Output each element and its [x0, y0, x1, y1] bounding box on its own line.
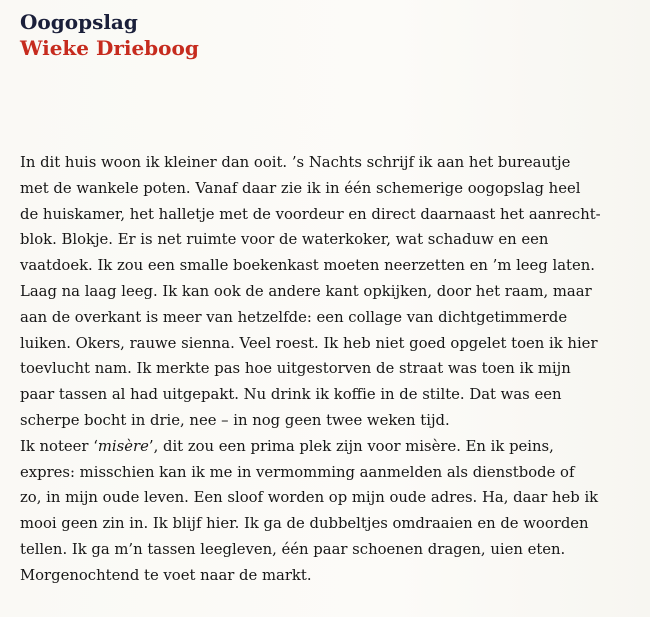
text-line: luiken. Okers, rauwe sienna. Veel roest. Ik heb niet goed opgelet toen ik hier [20, 334, 598, 352]
text-line: scherpe bocht in drie, nee – in nog geen twee weken tijd. [20, 411, 450, 429]
text-line: mooi geen zin in. Ik blijf hier. Ik ga de dubbeltjes omdraaien en de woorden [20, 515, 589, 533]
text-segment: Ik noteer ‘ [20, 437, 98, 455]
text-line: Morgenochtend te voet naar de markt. [20, 566, 312, 584]
text-line: paar tassen al had uitgepakt. Nu drink ik koffie in de stilte. Dat was een [20, 386, 562, 404]
text-line: met de wankele poten. Vanaf daar zie ik in één schemerige oogopslag heel [20, 179, 581, 197]
text-line-misere [20, 434, 632, 460]
text-line: expres: misschien kan ik me in vermomming aanmelden als dienstbode of [20, 463, 575, 481]
text-line: de huiskamer, het halletje met de voordeur en direct daarnaast het aanrecht- [20, 205, 601, 223]
text-line: In dit huis woon ik kleiner dan ooit. ’s Nachts schrijf ik aan het bureautje [20, 154, 571, 171]
text-line: Laag na laag leeg. Ik kan ook de andere kant opkijken, door het raam, maar [20, 282, 592, 300]
text-line: zo, in mijn oude leven. Een sloof worden op mijn oude adres. Ha, daar heb ik [20, 489, 599, 507]
text-line: aan de overkant is meer van hetzelfde: een collage van dichtgetimmerde [20, 308, 568, 326]
poem-title: Oogopslag [20, 10, 138, 34]
text-line: blok. Blokje. Er is net ruimte voor de waterkoker, wat schaduw en een [20, 231, 549, 249]
italic-word: misère [97, 437, 149, 455]
text-line: tellen. Ik ga m’n tassen leegleven, één paar schoenen dragen, uien eten. [20, 540, 566, 558]
text-line: toevlucht nam. Ik merkte pas hoe uitgestorven de straat was toen ik mijn [20, 360, 571, 378]
text-line: vaatdoek. Ik zou een smalle boekenkast moeten neerzetten en ’m leeg laten. [20, 257, 595, 275]
text-segment: ’, dit zou een prima plek zijn voor misère. En ik peins, [148, 437, 554, 455]
poem-body [20, 150, 632, 589]
author-name: Wieke Drieboog [20, 36, 199, 60]
